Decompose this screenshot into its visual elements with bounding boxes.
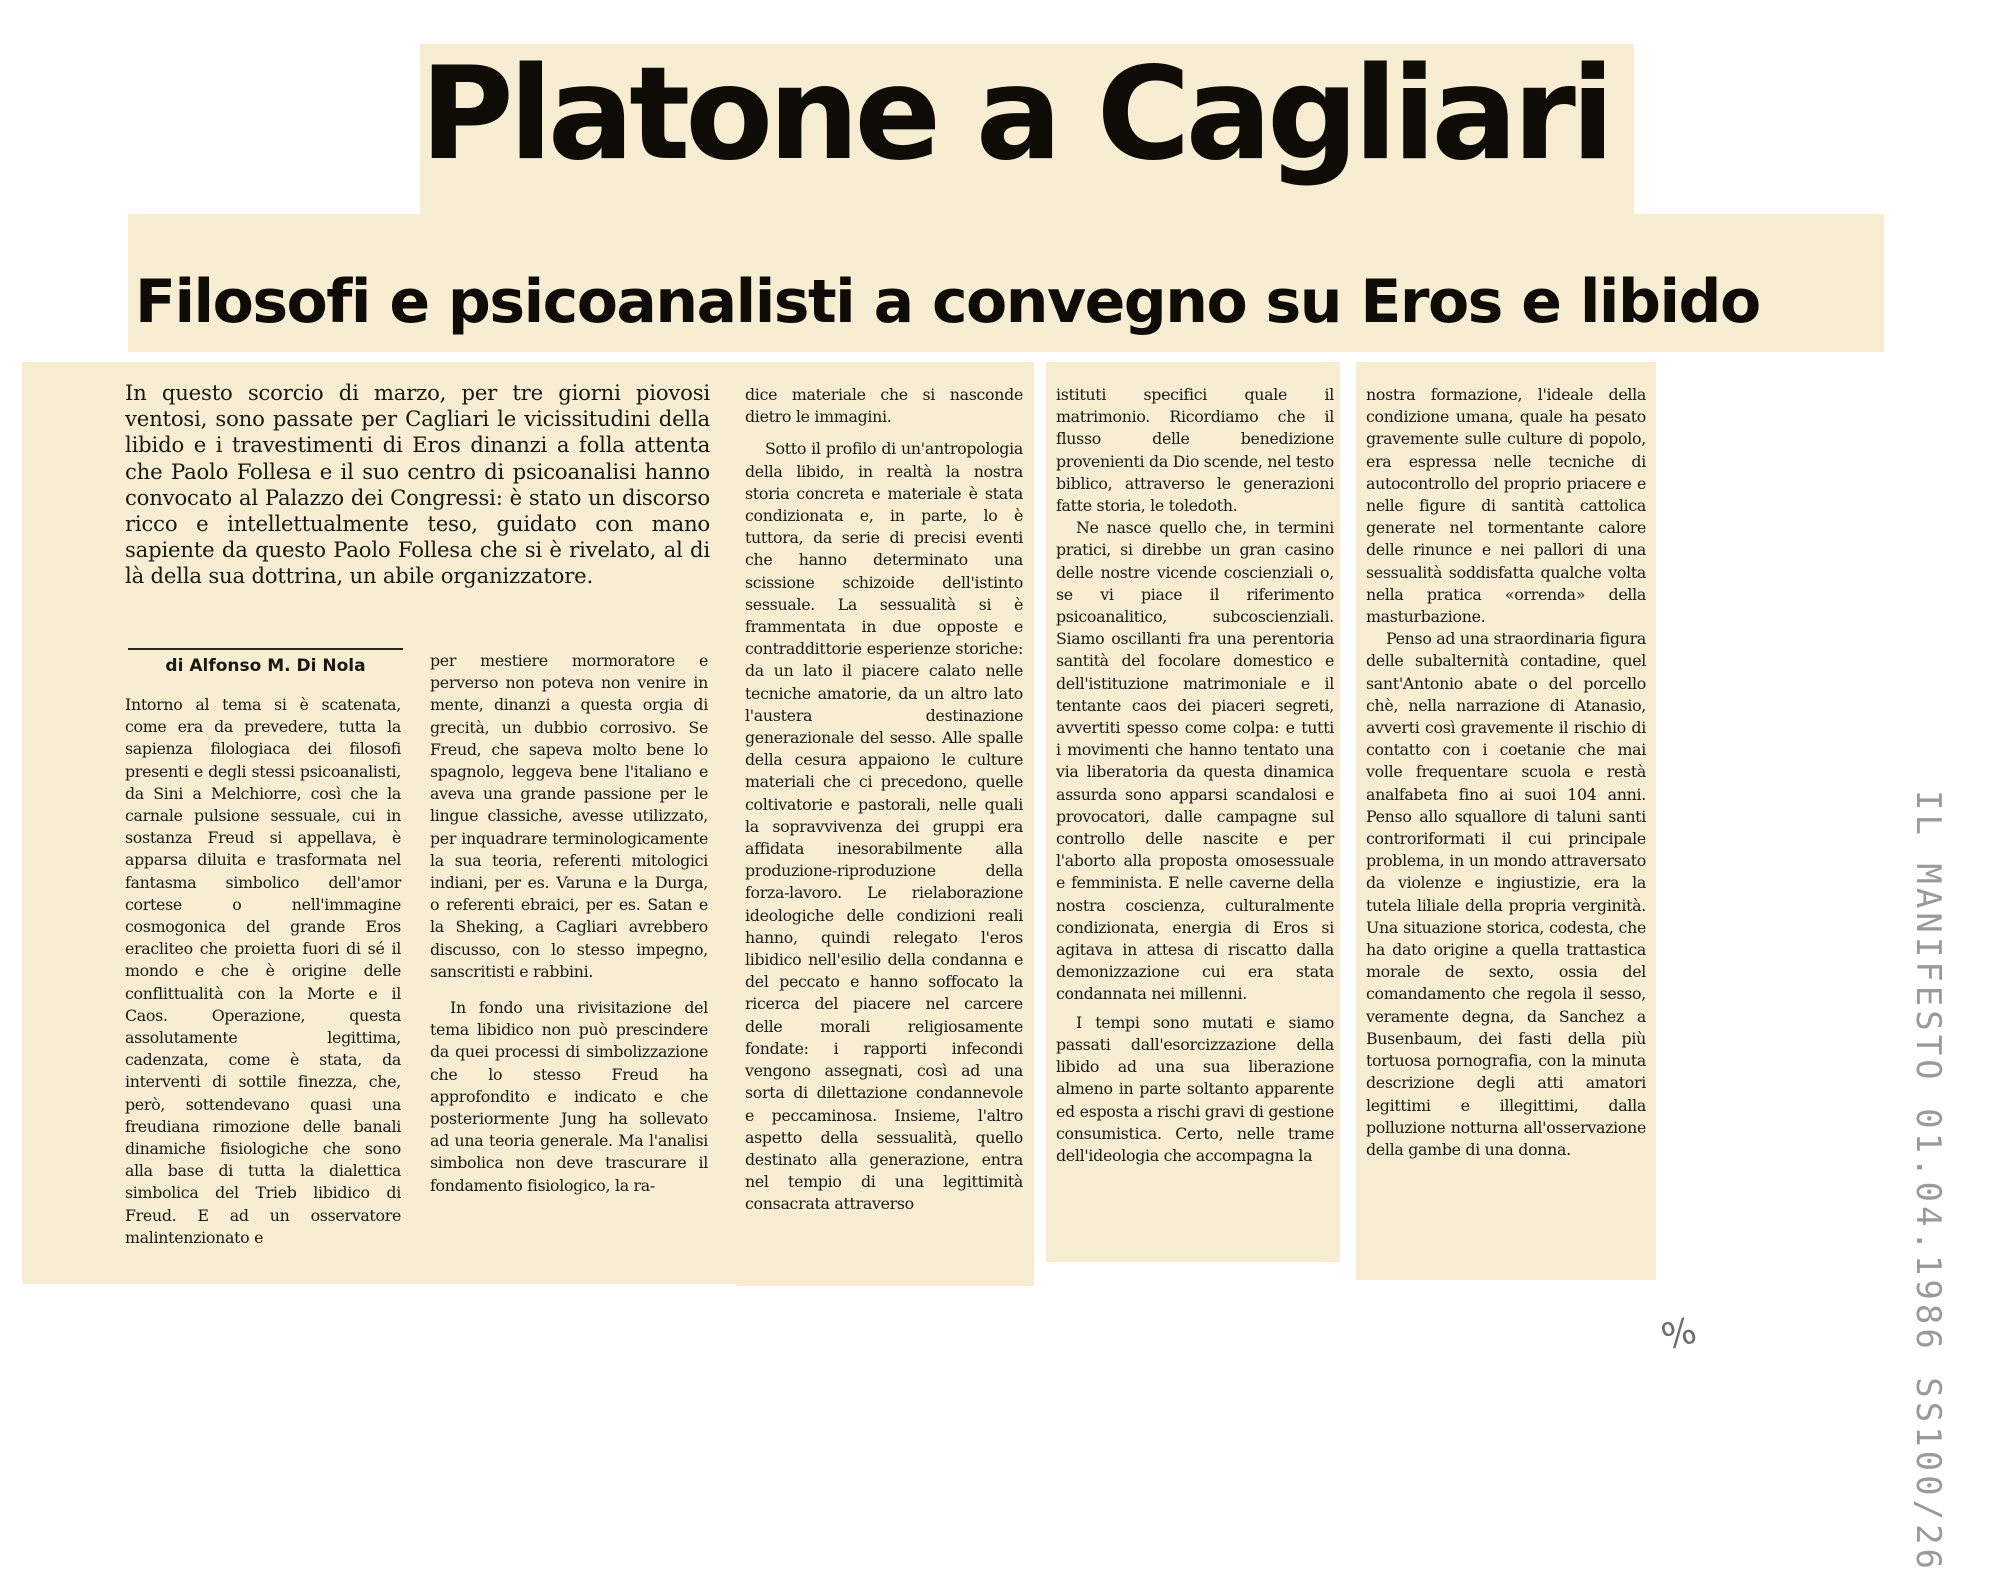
column-5-paragraph-1: nostra formazione, l'ideale della condizione umana, quale ha pesato gravemente sulle culture di popolo, era espressa nelle tecniche di autocontrollo del proprio priacere e nelle figure di santità cattolica generate nel tormentante calore delle rinunce e nei pallori di una sessualità soddisfatta qualche volta nella pratica «orrenda» della masturbazione. xyxy=(1366,385,1646,627)
column-3-paragraph-1: dice materiale che si nasconde dietro le immagini. xyxy=(745,385,1023,427)
column-3-paragraph-2: Sotto il profilo di un'antropologia della libido, in realtà la nostra storia concreta e materiale è stata condizionata e, in parte, lo è tuttora, da serie di precisi eventi che hanno determinato una scissione schizoide dell'istinto sessuale. La sessualità si è frammentata in due opposte e contraddittorie esperienze storiche: da un lato il piacere calato nelle tecniche amatorie, da un altro lato l'austera destinazione generazionale del sesso. Alle spalle della cesura appaiono le culture materiali che ci precedono, quelle coltivatorie e pastorali, nelle quali la sopravvivenza dei gruppi era affidata inesorabilmente alla produzione-riproduzione della forza-lavoro. Le rielaborazione ideologiche delle condizioni reali hanno, quindi relegato l'eros libidico nell'esilio della condanna e del peccato e hanno soffocato la ricerca del piacere nel carcere delle morali religiosamente fondate: i rapporti infecondi vengono assegnati, così ad una sorta di dilettazione condannevole e peccaminosa. Insieme, l'altro aspetto della sessualità, quello destinato alla generazione, entra nel tempio di una legittimità consacrata attraverso xyxy=(745,439,1023,1214)
column-4-paragraph-1: istituti specifici quale il matrimonio. Ricordiamo che il flusso delle benedizione provenienti da Dio scende, nel testo biblico, attraverso le generazioni fatte storia, le toledoth. xyxy=(1056,385,1334,516)
article-column-1 xyxy=(125,694,401,1249)
handwritten-page-mark: % xyxy=(1657,1310,1701,1359)
article-headline: Platone a Cagliari xyxy=(420,40,1610,189)
column-2-paragraph-1: per mestiere mormoratore e perverso non poteva non venire in mente, dinanzi a questa orgia di grecità, un dubbio corrosivo. Se Freud, che sapeva molto bene lo spagnolo, leggeva bene l'italiano e aveva una grande passione per le lingue classiche, avesse utilizzato, per inquadrare terminologicamente la sua teoria, referenti mitologici indiani, per es. Varuna e la Durga, o referenti ebraici, per es. Satan e la Sheking, a Cagliari avrebbero discusso, con lo stesso impegno, sanscritisti e rabbini. xyxy=(430,651,708,981)
author-byline: di Alfonso M. Di Nola xyxy=(128,648,403,676)
article-column-2 xyxy=(430,650,708,1197)
article-column-3 xyxy=(745,384,1023,1216)
column-1-paragraph-1: Intorno al tema si è scatenata, come era da prevedere, tutta la sapienza filologiaca dei filosofi presenti e degli stessi psicoanalisti, da Sini a Melchiorre, così che la carnale pulsione sessuale, cui in sostanza Freud si appellava, è apparsa diluita e trasformata nel fantasma simbolico dell'amor cortese o nell'immagine cosmogonica del grande Eros eracliteo che proietta fuori di sé il mondo e che è origine delle conflittualità con la Morte e il Caos. Operazione, questa assolutamente legittima, cadenzata, come è stata, da interventi di sottile finezza, che, però, sottendevano quasi una freudiana rimozione delle banali dinamiche fisiologiche che sono alla base di tutta la dialettica simbolica del Trieb libidico di Freud. E ad un osservatore malintenzionato e xyxy=(125,695,401,1247)
column-2-paragraph-2: In fondo una rivisitazione del tema libidico non può prescindere da quei processi di simbolizzazione che lo stesso Freud ha approfondito e indicato e che posteriormente Jung ha sollevato ad una teoria generale. Ma l'analisi simbolica non deve trascurare il fondamento fisiologico, la ra- xyxy=(430,998,708,1195)
column-4-paragraph-2: Ne nasce quello che, in termini pratici, si direbbe un gran casino delle nostre vicende coscienziali o, se vi piace il riferimento psicoanalitico, subcoscienziali. Siamo oscillanti fra una perentoria santità del focolare domestico e dell'istituzione matrimoniale e il tentante caos dei piaceri segreti, avvertiti spesso come colpa: e tutti i movimenti che hanno tentato una via liberatoria da questa dinamica assurda sono apparsi scandalosi e provocatori, dalle campagne sul controllo delle nascite e per l'aborto alla proposta omosessuale e femminista. E nelle caverne della nostra coscienza, culturalmente condizionata, energia di Eros si agitava in attesa di riscatto dalla demonizzazione cui era stata condannata nei millenni. xyxy=(1056,518,1334,1004)
column-5-paragraph-2: Penso ad una straordinaria figura delle subalternità contadine, quel sant'Antonio abate o del porcello chè, nella narrazione di Atanasio, avverti così gravemente il rischio di contatto con i coetanie che mai volle frequentare scuola e restà analfabeta fino ai suoi 104 anni. Penso allo squallore di taluni santi controriformati il cui principale problema, in un mondo attraversato da violenze e ingiustizie, era la tutela liliale della propria verginità. Una situazione storica, codesta, che ha dato origine a quella trattastica morale de sexto, ossia del comandamento che regola il sesso, veramente degna, da Sanchez a Busenbaum, dei fasti della più tortuosa pornografia, con la minuta descrizione degli atti amatori legittimi e illegittimi, dalla polluzione notturna all'osservazione della gambe di una donna. xyxy=(1366,629,1646,1159)
article-lead: In questo scorcio di marzo, per tre giorni piovosi ventosi, sono passate per Cagliari le vicissitudini della libido e i travestimenti di Eros dinanzi a folla attenta che Paolo Follesa e il suo centro di psicoanalisi hanno convocato al Palazzo dei Congressi: è stato un discorso ricco e intellettualmente teso, guidato con mano sapiente da questo Paolo Follesa che si è rivelato, al di là della sua dottrina, un abile organizzatore. xyxy=(125,380,710,589)
article-column-4 xyxy=(1056,384,1334,1167)
article-column-5 xyxy=(1366,384,1646,1161)
article-subheadline: Filosofi e psicoanalisti a convegno su Eros e libido xyxy=(135,267,1760,337)
column-4-paragraph-3: I tempi sono mutati e siamo passati dall'esorcizzazione della libido ad una sua liberazione almeno in parte soltanto apparente ed esposta a rischi gravi di gestione consumistica. Certo, nelle trame dell'ideologia che accompagna la xyxy=(1056,1012,1334,1165)
